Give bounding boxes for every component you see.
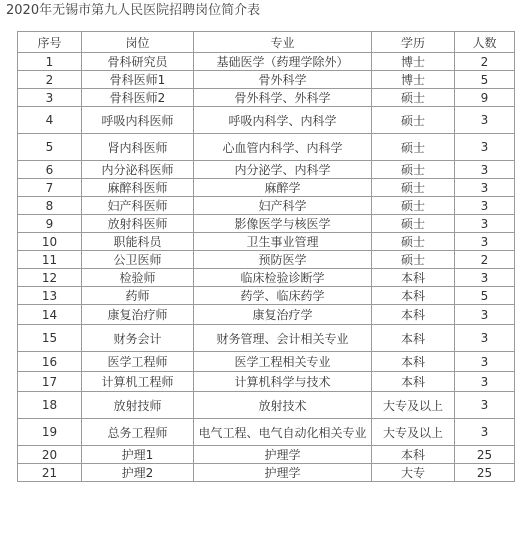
cell-count: 3 [455, 134, 515, 161]
cell-position: 呼吸内科医师 [82, 107, 194, 134]
table-body [18, 53, 515, 482]
header-count: 人数 [455, 32, 515, 53]
cell-major: 影像医学与核医学 [194, 215, 372, 233]
cell-major: 医学工程相关专业 [194, 352, 372, 372]
cell-position: 骨科医师2 [82, 89, 194, 107]
cell-no: 10 [18, 233, 82, 251]
cell-education: 硕士 [372, 161, 455, 179]
cell-major: 电气工程、电气自动化相关专业 [194, 419, 372, 446]
cell-no: 21 [18, 464, 82, 482]
cell-position: 麻醉科医师 [82, 179, 194, 197]
cell-education: 本科 [372, 305, 455, 325]
cell-education: 本科 [372, 325, 455, 352]
cell-no: 20 [18, 446, 82, 464]
cell-education: 硕士 [372, 134, 455, 161]
cell-no: 5 [18, 134, 82, 161]
cell-count: 2 [455, 53, 515, 71]
cell-education: 本科 [372, 287, 455, 305]
cell-major: 骨外科学、外科学 [194, 89, 372, 107]
cell-count: 25 [455, 446, 515, 464]
cell-no: 16 [18, 352, 82, 372]
cell-no: 8 [18, 197, 82, 215]
cell-position: 药师 [82, 287, 194, 305]
cell-no: 13 [18, 287, 82, 305]
cell-position: 职能科员 [82, 233, 194, 251]
cell-education: 大专及以上 [372, 419, 455, 446]
cell-position: 财务会计 [82, 325, 194, 352]
cell-position: 妇产科医师 [82, 197, 194, 215]
cell-count: 3 [455, 233, 515, 251]
cell-major: 财务管理、会计相关专业 [194, 325, 372, 352]
cell-major: 护理学 [194, 464, 372, 482]
cell-no: 14 [18, 305, 82, 325]
cell-major: 护理学 [194, 446, 372, 464]
page-title: 2020年无锡市第九人民医院招聘岗位简介表 [6, 3, 261, 18]
cell-count: 25 [455, 464, 515, 482]
cell-position: 总务工程师 [82, 419, 194, 446]
cell-education: 硕士 [372, 89, 455, 107]
cell-major: 内分泌学、内科学 [194, 161, 372, 179]
cell-major: 骨外科学 [194, 71, 372, 89]
table-row [18, 352, 515, 372]
cell-count: 3 [455, 325, 515, 352]
cell-no: 18 [18, 392, 82, 419]
cell-major: 基础医学（药理学除外） [194, 53, 372, 71]
cell-education: 大专及以上 [372, 392, 455, 419]
cell-position: 放射科医师 [82, 215, 194, 233]
header-education: 学历 [372, 32, 455, 53]
cell-position: 检验师 [82, 269, 194, 287]
cell-education: 硕士 [372, 179, 455, 197]
cell-count: 3 [455, 352, 515, 372]
cell-count: 3 [455, 161, 515, 179]
cell-count: 3 [455, 305, 515, 325]
cell-no: 17 [18, 372, 82, 392]
cell-major: 心血管内科学、内科学 [194, 134, 372, 161]
cell-education: 硕士 [372, 215, 455, 233]
cell-count: 2 [455, 251, 515, 269]
cell-education: 本科 [372, 352, 455, 372]
cell-education: 硕士 [372, 251, 455, 269]
table-row [18, 325, 515, 352]
cell-position: 计算机工程师 [82, 372, 194, 392]
cell-major: 呼吸内科学、内科学 [194, 107, 372, 134]
cell-major: 放射技术 [194, 392, 372, 419]
table-row [18, 215, 515, 233]
cell-education: 博士 [372, 71, 455, 89]
cell-major: 药学、临床药学 [194, 287, 372, 305]
cell-no: 9 [18, 215, 82, 233]
cell-major: 麻醉学 [194, 179, 372, 197]
cell-count: 3 [455, 392, 515, 419]
table-row [18, 251, 515, 269]
table-row [18, 89, 515, 107]
table-row [18, 392, 515, 419]
table-row [18, 446, 515, 464]
cell-no: 3 [18, 89, 82, 107]
cell-major: 临床检验诊断学 [194, 269, 372, 287]
cell-no: 7 [18, 179, 82, 197]
table-row [18, 372, 515, 392]
table-row [18, 53, 515, 71]
cell-no: 2 [18, 71, 82, 89]
cell-position: 放射技师 [82, 392, 194, 419]
cell-education: 大专 [372, 464, 455, 482]
cell-position: 护理1 [82, 446, 194, 464]
cell-major: 卫生事业管理 [194, 233, 372, 251]
cell-position: 公卫医师 [82, 251, 194, 269]
cell-education: 博士 [372, 53, 455, 71]
cell-position: 骨科医师1 [82, 71, 194, 89]
cell-no: 1 [18, 53, 82, 71]
table-row [18, 464, 515, 482]
cell-count: 5 [455, 287, 515, 305]
cell-count: 3 [455, 419, 515, 446]
header-major: 专业 [194, 32, 372, 53]
table-row [18, 71, 515, 89]
cell-no: 11 [18, 251, 82, 269]
cell-education: 本科 [372, 269, 455, 287]
cell-education: 硕士 [372, 197, 455, 215]
cell-major: 妇产科学 [194, 197, 372, 215]
header-no: 序号 [18, 32, 82, 53]
header-row [18, 32, 515, 53]
table-row [18, 287, 515, 305]
cell-education: 本科 [372, 446, 455, 464]
cell-position: 内分泌科医师 [82, 161, 194, 179]
table-row [18, 305, 515, 325]
cell-position: 康复治疗师 [82, 305, 194, 325]
cell-count: 3 [455, 215, 515, 233]
table-row [18, 197, 515, 215]
cell-count: 5 [455, 71, 515, 89]
table-row [18, 419, 515, 446]
cell-major: 康复治疗学 [194, 305, 372, 325]
cell-no: 15 [18, 325, 82, 352]
table-row [18, 161, 515, 179]
table-header [18, 32, 515, 53]
cell-no: 6 [18, 161, 82, 179]
table-row [18, 134, 515, 161]
cell-position: 骨科研究员 [82, 53, 194, 71]
cell-count: 3 [455, 269, 515, 287]
table-row [18, 233, 515, 251]
cell-education: 本科 [372, 372, 455, 392]
cell-count: 3 [455, 107, 515, 134]
header-position: 岗位 [82, 32, 194, 53]
cell-position: 护理2 [82, 464, 194, 482]
cell-major: 预防医学 [194, 251, 372, 269]
cell-major: 计算机科学与技术 [194, 372, 372, 392]
cell-count: 3 [455, 197, 515, 215]
cell-count: 3 [455, 372, 515, 392]
table-row [18, 107, 515, 134]
cell-count: 3 [455, 179, 515, 197]
cell-education: 硕士 [372, 107, 455, 134]
cell-position: 肾内科医师 [82, 134, 194, 161]
cell-no: 19 [18, 419, 82, 446]
cell-education: 硕士 [372, 233, 455, 251]
cell-no: 4 [18, 107, 82, 134]
cell-no: 12 [18, 269, 82, 287]
table-row [18, 269, 515, 287]
table-row [18, 179, 515, 197]
cell-count: 9 [455, 89, 515, 107]
recruitment-table [17, 31, 515, 482]
cell-position: 医学工程师 [82, 352, 194, 372]
